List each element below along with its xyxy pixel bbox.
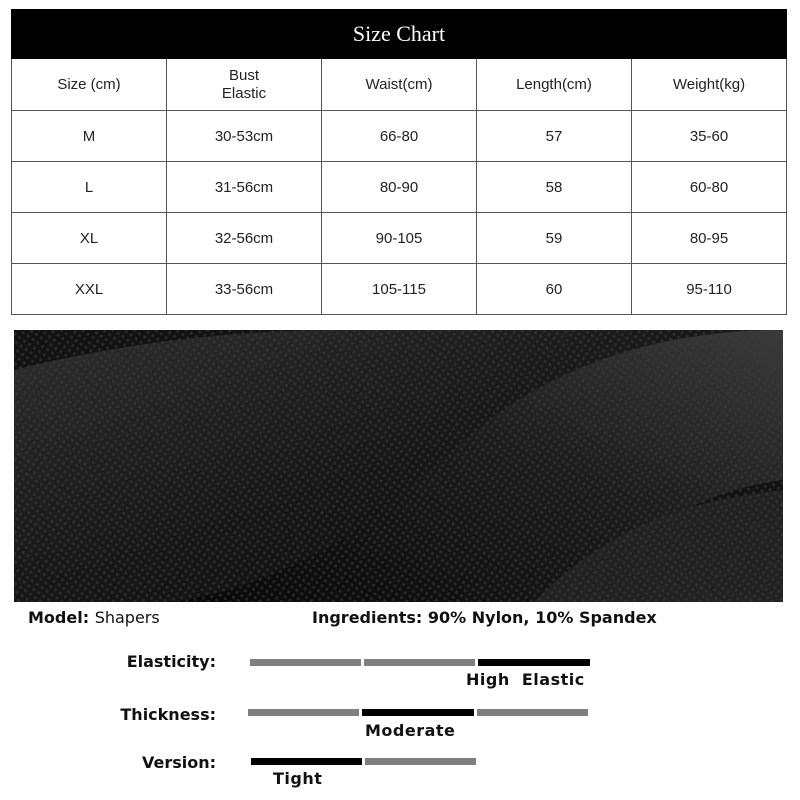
cell-weight: 60-80 (632, 162, 787, 213)
version-segment-1-active (251, 758, 362, 765)
column-header-waist: Waist(cm) (322, 59, 477, 111)
ingredients-value: 90% Nylon, 10% Spandex (427, 608, 657, 627)
elasticity-value: High Elastic (466, 670, 585, 689)
table-row (12, 213, 787, 264)
cell-weight: 95-110 (632, 264, 787, 315)
model-label: Model: (28, 608, 90, 627)
cell-bust: 32-56cm (167, 213, 322, 264)
cell-waist: 90-105 (322, 213, 477, 264)
ingredients-label: Ingredients: (312, 608, 423, 627)
cell-length: 59 (477, 213, 632, 264)
model-spec (28, 608, 160, 627)
cell-length: 57 (477, 111, 632, 162)
column-header-row (12, 59, 787, 111)
cell-waist: 105-115 (322, 264, 477, 315)
thickness-value: Moderate (365, 721, 456, 740)
ingredients-spec (312, 608, 657, 627)
column-header-bust: Bust Elastic (167, 59, 322, 111)
thickness-segment-2-active (362, 709, 474, 716)
cell-bust: 31-56cm (167, 162, 322, 213)
elasticity-segment-1 (250, 659, 361, 666)
fabric-texture-image (14, 330, 783, 602)
cell-weight: 35-60 (632, 111, 787, 162)
cell-bust: 30-53cm (167, 111, 322, 162)
model-value: Shapers (94, 608, 160, 627)
cell-waist: 80-90 (322, 162, 477, 213)
table-row (12, 264, 787, 315)
cell-waist: 66-80 (322, 111, 477, 162)
elasticity-segment-2 (364, 659, 475, 666)
column-header-length: Length(cm) (477, 59, 632, 111)
thickness-segment-3 (477, 709, 588, 716)
cell-length: 58 (477, 162, 632, 213)
column-header-weight: Weight(kg) (632, 59, 787, 111)
cell-bust: 33-56cm (167, 264, 322, 315)
table-row (12, 162, 787, 213)
cell-size: M (12, 111, 167, 162)
fabric-texture-graphic (14, 330, 783, 602)
cell-size: L (12, 162, 167, 213)
elasticity-segment-3-active (478, 659, 590, 666)
size-chart-table (11, 9, 787, 315)
cell-weight: 80-95 (632, 213, 787, 264)
version-segment-2 (365, 758, 476, 765)
table-row (12, 111, 787, 162)
thickness-label: Thickness: (120, 705, 216, 724)
cell-size: XXL (12, 264, 167, 315)
cell-length: 60 (477, 264, 632, 315)
thickness-segment-1 (248, 709, 359, 716)
cell-size: XL (12, 213, 167, 264)
size-chart-title: Size Chart (12, 10, 787, 59)
column-header-size: Size (cm) (12, 59, 167, 111)
version-value: Tight (273, 769, 323, 788)
version-label: Version: (141, 753, 216, 772)
elasticity-label: Elasticity: (126, 652, 216, 671)
